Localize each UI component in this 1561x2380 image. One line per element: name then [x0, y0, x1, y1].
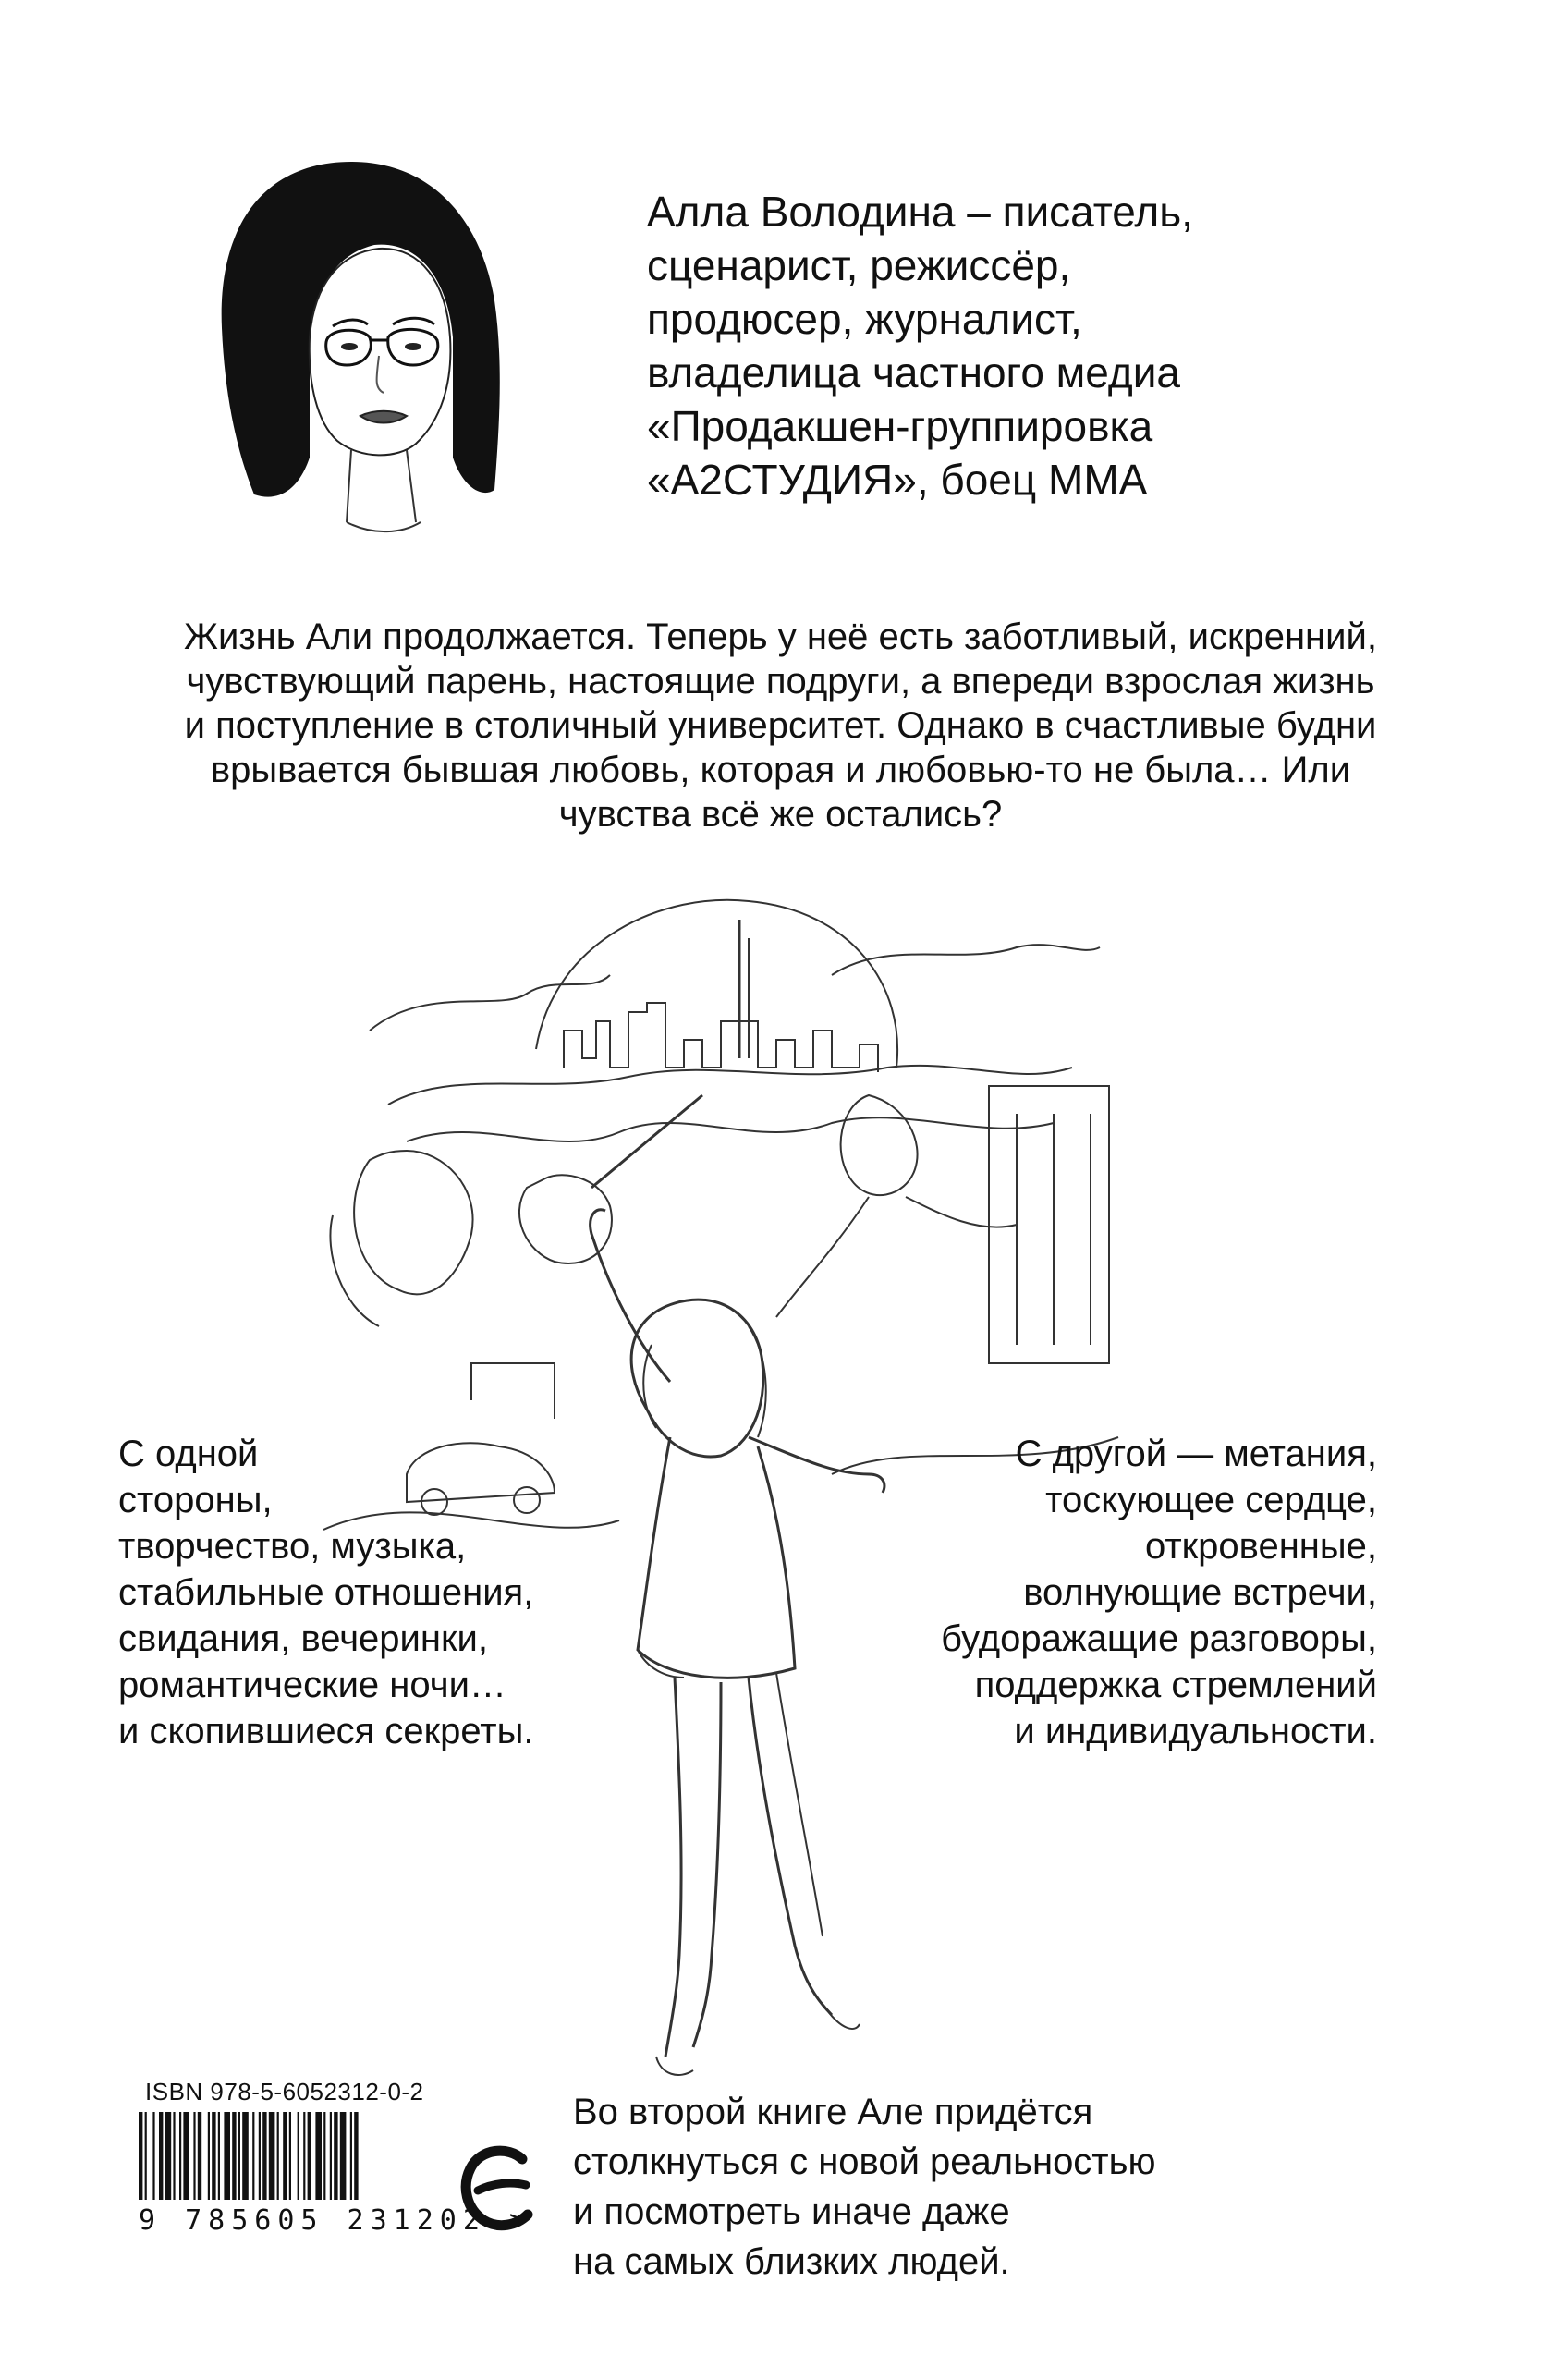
- barcode-bar: [283, 2112, 287, 2200]
- author-bio-line: владелица частного медиа: [647, 348, 1180, 397]
- barcode-bar: [315, 2112, 322, 2200]
- barcode-bar: [198, 2112, 201, 2200]
- right-column-line: тоскующее сердце,: [1045, 1480, 1377, 1520]
- barcode-bar: [298, 2112, 299, 2200]
- barcode-bar: [224, 2112, 230, 2200]
- barcode-bar: [173, 2112, 175, 2200]
- barcode-bar: [183, 2112, 189, 2200]
- barcode-bar: [269, 2112, 275, 2200]
- barcode-bar: [350, 2112, 352, 2200]
- barcode-bar: [242, 2112, 249, 2200]
- author-bio-line: продюсер, журналист,: [647, 295, 1082, 343]
- left-column-line: творчество, музыка,: [118, 1526, 467, 1567]
- author-bio-line: «А2СТУДИЯ», боец ММА: [647, 456, 1148, 504]
- synopsis-line: врывается бывшая любовь, которая и любовью-то не была… Или: [210, 750, 1351, 790]
- author-bio-line: Алла Володина – писатель,: [647, 188, 1193, 236]
- barcode-bar: [212, 2112, 215, 2200]
- barcode-bar: [323, 2112, 325, 2200]
- synopsis-line: чувства всё же остались?: [558, 794, 1003, 835]
- right-column: [924, 1431, 1377, 1754]
- closing-line: на самых близких людей.: [573, 2241, 1010, 2282]
- publisher-logo-icon: [457, 2142, 536, 2244]
- barcode-bar: [252, 2112, 254, 2200]
- barcode-bar: [218, 2112, 220, 2200]
- barcode-bar: [238, 2112, 240, 2200]
- right-column-line: откровенные,: [1144, 1526, 1377, 1567]
- barcode-bar: [277, 2112, 279, 2200]
- left-column-line: стороны,: [118, 1480, 273, 1520]
- barcode: [139, 2112, 425, 2200]
- closing-line: Во второй книге Але придётся: [573, 2092, 1093, 2132]
- left-column-line: стабильные отношения,: [118, 1572, 534, 1613]
- barcode-bar: [139, 2112, 142, 2200]
- right-column-line: поддержка стремлений: [974, 1665, 1377, 1705]
- barcode-bar: [165, 2112, 172, 2200]
- barcode-bar: [159, 2112, 163, 2200]
- barcode-bar: [152, 2112, 154, 2200]
- barcode-bar: [262, 2112, 266, 2200]
- barcode-bar: [232, 2112, 236, 2200]
- closing-line: столкнуться с новой реальностью: [573, 2142, 1156, 2182]
- synopsis-line: и поступление в столичный университет. Однако в счастливые будни: [184, 705, 1377, 746]
- synopsis-line: чувствующий парень, настоящие подруги, а впереди взрослая жизнь: [186, 661, 1375, 702]
- right-column-line: и индивидуальности.: [1014, 1711, 1377, 1751]
- barcode-bar: [145, 2112, 147, 2200]
- right-column-line: будоражащие разговоры,: [941, 1618, 1377, 1659]
- author-bio-line: сценарист, режиссёр,: [647, 241, 1071, 289]
- left-column-line: С одной: [118, 1434, 259, 1474]
- isbn-label: ISBN 978-5-6052312-0-2: [145, 2078, 424, 2105]
- synopsis: [55, 615, 1506, 836]
- barcode-bar: [334, 2112, 337, 2200]
- barcode-bar: [308, 2112, 311, 2200]
- barcode-bar: [179, 2112, 181, 2200]
- barcode-bar: [193, 2112, 195, 2200]
- barcode-bar: [303, 2112, 305, 2200]
- left-column-line: романтические ночи…: [118, 1665, 506, 1705]
- barcode-bar: [259, 2112, 261, 2200]
- barcode-digits: 9 785605 231202 >: [139, 2204, 533, 2237]
- closing-text: [573, 2087, 1405, 2287]
- barcode-bar: [354, 2112, 358, 2200]
- right-column-line: волнующие встречи,: [1023, 1572, 1377, 1613]
- author-bio: [647, 185, 1479, 507]
- left-column-line: свидания, вечеринки,: [118, 1618, 488, 1659]
- barcode-bar: [340, 2112, 347, 2200]
- left-column: [118, 1431, 599, 1754]
- barcode-bar: [208, 2112, 210, 2200]
- barcode-bar: [289, 2112, 291, 2200]
- left-column-line: и скопившиеся секреты.: [118, 1711, 534, 1751]
- author-bio-line: «Продакшен-группировка: [647, 402, 1153, 450]
- barcode-bar: [330, 2112, 332, 2200]
- author-portrait: [199, 153, 504, 541]
- synopsis-line: Жизнь Али продолжается. Теперь у неё есть заботливый, искренний,: [184, 616, 1377, 657]
- right-column-line: С другой — метания,: [1015, 1434, 1377, 1474]
- closing-line: и посмотреть иначе даже: [573, 2191, 1010, 2232]
